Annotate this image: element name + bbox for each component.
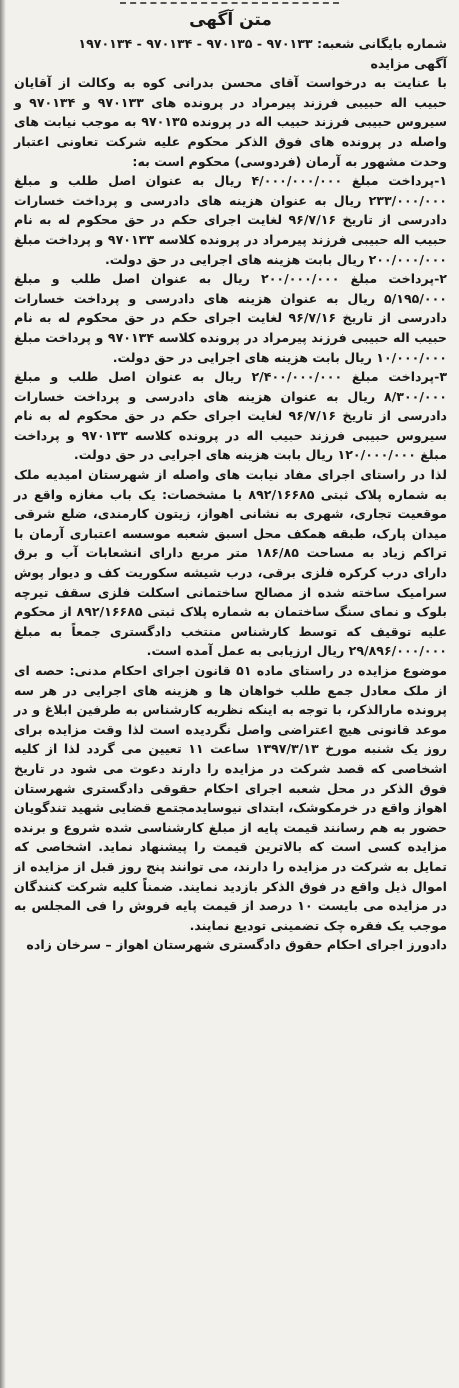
notice-type: آگهی مزایده (370, 55, 447, 71)
judgment-item-2: ۲-پرداخت مبلغ ۲۰۰/۰۰۰/۰۰۰ ریال به عنوان اصل طلب و مبلغ ۵/۱۹۵/۰۰۰ ریال به عنوان هزینه های دادرسی و پرداخت خسارات دادرسی از تاریخ ۹۶/۷/۱۶ لغایت اجرای حکم در حق محکوم له به نام حبیب اله حبیبی فرزند پیرمراد در پرونده کلاسه ۹۷۰۱۳۴ و پرداخت مبلغ ۱۰/۰۰۰/۰۰۰ ریال بابت هزینه های اجرایی در حق دولت. (14, 271, 447, 365)
archive-numbers: شماره بایگانی شعبه: ۹۷۰۱۳۳ - ۹۷۰۱۳۵ - ۹۷۰۱۳۴ - ۱۹۷۰۱۳۴ (78, 36, 447, 51)
property-description: لذا در راستای اجرای مفاد نیابت های واصله از شهرستان امیدیه ملک به شماره پلاک ثبتی ۸۹۲/۱۶۶۸۵ با مشخصات: یک باب مغازه واقع در موقعیت تجاری، شهری به نشانی اهواز، زیتون کارمندی، ضلع شرقی میدان پارک، طبقه همکف محل اسبق شعبه موسسه اعتباری آرمان با تراکم زیاد به مساحت ۱۸۶/۸۵ متر مربع دارای انشعابات آب و برق دارای درب کرکره فلزی برقی، درب شیشه سکوریت کف و دیوار پوش سرامیک ساخته شده از مصالح ساختمانی اسکلت فلزی سقف تیرچه بلوک و نمای سنگ ساختمان به شماره پلاک ثبتی ۸۹۲/۱۶۶۸۵ از محکوم علیه توقیف که توسط کارشناس منتخب دادگستری جمعاً به مبلغ ۲۹/۸۹۶/۰۰۰/۰۰۰ ریال ارزیابی به عمل آمده است. (14, 467, 448, 659)
auction-terms: موضوع مزایده در راستای ماده ۵۱ قانون اجرای احکام مدنی: حصه ای از ملک معادل جمع طلب خواهان ها و هزینه های اجرایی در هر سه پرونده مارالذکر، با توجه به اینکه نظریه کارشناس به طرفین ابلاغ و در موعد قانونی هیچ اعتراضی واصل نگردیده است لذا وقت مزایده برای روز یک شنبه مورخ ۱۳۹۷/۳/۱۳ ساعت ۱۱ تعیین می گردد لذا از کلیه اشخاصی که قصد شرکت در مزایده را دارند دعوت می شود در تاریخ فوق الذکر در محل شعبه اجرای احکام حقوقی دادگستری شهرستان اهواز واقع در خرمکوشک، ابتدای نیوسایدمجتمع قضایی شهید تندگویان حضور به هم رسانند قیمت پایه از مبلغ کارشناسی شده شروع و برنده مزایده کسی است که بالاترین قیمت را پیشنهاد نماید. اشخاصی که تمایل به شرکت در مزایده را دارند، می توانند پنج روز قبل از مزایده از اموال ذیل واقع در فوق الذکر بازدید نمایند. ضمناً کلیه شرکت کنندگان در مزایده می بایست ۱۰ درصد از قیمت پایه فروش را فی المجلس به موجب یک فقره چک تضمینی تودیع نمایند. (14, 663, 448, 933)
judgment-item-3: ۳-پرداخت مبلغ ۲/۴۰۰/۰۰۰/۰۰۰ ریال به عنوان اصل طلب و مبلغ ۸/۳۰۰/۰۰۰ ریال به عنوان هزینه های دادرسی و پرداخت خسارات دادرسی از تاریخ ۹۶/۷/۱۶ لغایت اجرای حکم در حق محکوم له به نام سیروس حبیبی فرزند حبیب اله در پرونده کلاسه ۹۷۰۱۳۳ و پرداخت مبلغ ۱۲۰/۰۰۰/۰۰۰ ریال بابت هزینه های اجرایی در حق دولت. (14, 369, 447, 463)
judgment-item-1: ۱-پرداخت مبلغ ۴/۰۰۰/۰۰۰/۰۰۰ ریال به عنوان اصل طلب و مبلغ ۲۳۳/۰۰۰/۰۰۰ ریال به عنوان هزینه های دادرسی و پرداخت خسارات دادرسی از تاریخ ۹۶/۷/۱۶ لغایت اجرای حکم در حق محکوم له به نام حبیب اله حبیبی فرزند پیرمراد در پرونده کلاسه ۹۷۰۱۳۳ و پرداخت مبلغ ۲۰۰/۰۰۰/۰۰۰ ریال بابت هزینه های اجرایی در حق دولت. (14, 173, 447, 267)
notice-title: متن آگهی (189, 10, 272, 30)
intro-paragraph: با عنایت به درخواست آقای محسن بدرانی کوه به وکالت از آقایان حبیب اله حبیبی فرزند پیرمراد در پرونده های ۹۷۰۱۳۳ و ۹۷۰۱۳۴ و سیروس حبیبی فرزند حبیب اله در پرونده ۹۷۰۱۳۵ به موجب نیابت های واصله در پرونده های فوق الذکر محکوم علیه شرکت تعاونی اعتبار وحدت مشهور به آرمان (فردوسی) محکوم است به: (14, 75, 448, 169)
signature-line: دادورز اجرای احکام حقوق دادگستری شهرستان اهواز – سرخان زاده (26, 937, 447, 953)
notice-body (14, 34, 447, 955)
top-divider (120, 2, 339, 4)
page-edge-shadow (0, 0, 6, 1388)
